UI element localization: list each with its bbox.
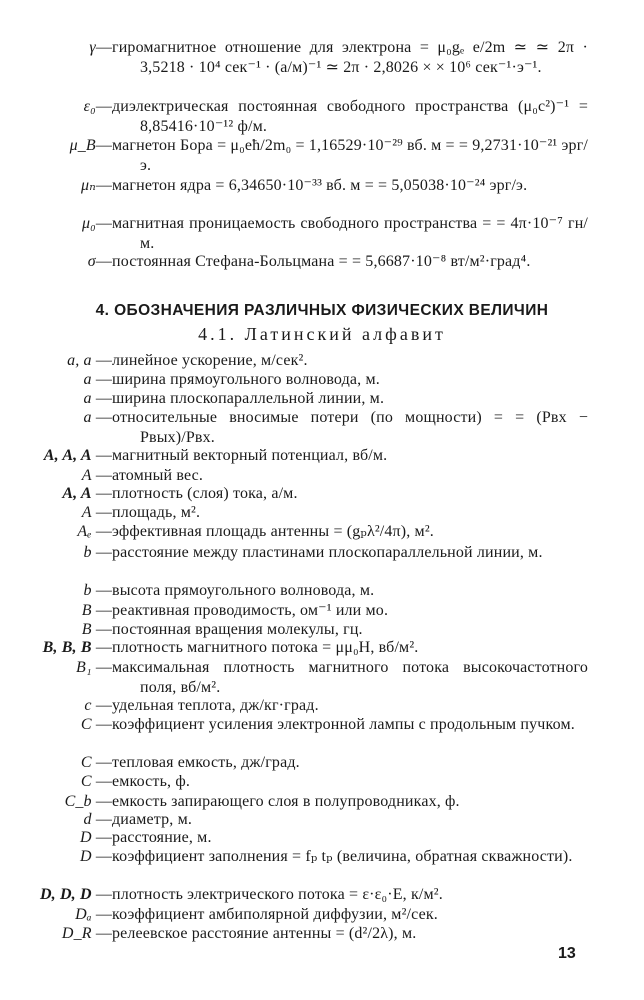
- entry-definition: реактивная проводимость, ом⁻¹ или мо.: [112, 602, 389, 619]
- entry-symbol: γ—: [89, 39, 112, 56]
- entry-definition: постоянная Стефана-Больцмана = = 5,6687·10⁻⁸ вт/м²·град⁴.: [112, 253, 531, 270]
- symbol-entry: [0, 924, 644, 984]
- entry-symbol: b —: [83, 544, 112, 561]
- entry-symbol: d —: [83, 811, 112, 828]
- entry-symbol: μ₀—: [81, 215, 112, 232]
- entry-gyromagnetic-ratio: [0, 38, 644, 98]
- entry-symbol: A, A —: [62, 485, 112, 502]
- entry-definition: атомный вес.: [112, 467, 204, 484]
- entry-symbol: C —: [80, 754, 112, 771]
- entry-definition: плотность электрического потока = ε·ε₀·E, к/м².: [112, 886, 443, 903]
- entry-definition: емкость, ф.: [112, 773, 190, 790]
- entry-symbol: μₙ—: [81, 177, 112, 194]
- entry-definition: магнитный векторный потенциал, вб/м.: [112, 447, 388, 464]
- entry-definition: коэффициент амбиполярной диффузии, м²/сек.: [112, 906, 438, 923]
- entry-symbol: C_b —: [64, 793, 112, 810]
- entry-definition: площадь, м².: [112, 504, 201, 521]
- entry-definition: ширина плоскопараллельной линии, м.: [112, 390, 385, 407]
- entry-definition: максимальная плотность магнитного потока высокочастотного поля, вб/м².: [112, 659, 588, 696]
- entry-definition: относительные вносимые потери (по мощности) = = (Pвх − Pвых)/Pвх.: [112, 409, 588, 446]
- entry-definition: диаметр, м.: [112, 811, 192, 828]
- entry-definition: расстояние между пластинами плоскопараллельной линии, м.: [112, 544, 543, 561]
- entry-symbol: a —: [83, 409, 112, 426]
- entry-symbol: C —: [80, 716, 112, 733]
- entry-definition: плотность магнитного потока = μμ₀H, вб/м².: [112, 639, 419, 656]
- entry-definition: магнетон ядра = 6,34650·10⁻³³ вб. м = = 5,05038·10⁻²⁴ эрг/э.: [112, 177, 528, 194]
- entry-symbol: A —: [81, 504, 112, 521]
- entry-symbol: μ_B—: [69, 137, 112, 154]
- entry-definition: расстояние, м.: [112, 829, 212, 846]
- entry-definition: постоянная вращения молекулы, гц.: [112, 621, 363, 638]
- entry-symbol: B, B, B —: [42, 639, 112, 656]
- entry-definition: высота прямоугольного волновода, м.: [112, 582, 375, 599]
- entry-definition: гиромагнитное отношение для электрона = μ₀gₑ e/2m ≃ ≃ 2π · 3,5218 · 10⁴ сек⁻¹ · (а/м)⁻¹ ≃ 2π · 2,8026 × × 10⁶ сек⁻¹·э⁻¹.: [112, 39, 588, 76]
- subsection-title: 4.1. Латинский алфавит: [198, 324, 446, 344]
- entry-symbol: а, a —: [67, 352, 112, 369]
- entry-symbol: c —: [84, 697, 112, 714]
- entry-symbol: A, A, A —: [43, 447, 112, 464]
- entry-definition: плотность (слоя) тока, а/м.: [112, 485, 298, 502]
- entry-symbol: ε₀—: [83, 98, 112, 115]
- entry-symbol: σ—: [87, 253, 112, 270]
- entry-definition: коэффициент усиления электронной лампы с продольным пучком.: [112, 716, 575, 733]
- entry-definition: магнетон Бора = μ₀eħ/2m₀ = 1,16529·10⁻²⁹ вб. м = = 9,2731·10⁻²¹ эрг/э.: [112, 137, 588, 174]
- entry-symbol: B₁ —: [76, 659, 112, 676]
- entry-definition: удельная теплота, дж/кг·град.: [112, 697, 319, 714]
- entry-symbol: D_R —: [61, 925, 112, 942]
- entry-definition: тепловая емкость, дж/град.: [112, 754, 300, 771]
- entry-symbol: b —: [83, 582, 112, 599]
- entry-symbol: D —: [79, 829, 112, 846]
- entry-definition: диэлектрическая постоянная свободного пространства (μ₀c²)⁻¹ = 8,85416·10⁻¹² ф/м.: [112, 98, 588, 135]
- entry-symbol: C —: [80, 773, 112, 790]
- entry-symbol: a —: [83, 371, 112, 388]
- entry-definition: емкость запирающего слоя в полупроводниках, ф.: [112, 793, 460, 810]
- entry-symbol: a —: [83, 390, 112, 407]
- entry-definition: эффективная площадь антенны = (gₚλ²/4π), м².: [112, 523, 434, 540]
- entry-definition: релеевское расстояние антенны = (d²/2λ), м.: [112, 925, 417, 942]
- entry-symbol: B —: [81, 602, 112, 619]
- entry-symbol: A —: [81, 467, 112, 484]
- section-title: 4. ОБОЗНАЧЕНИЯ РАЗЛИЧНЫХ ФИЗИЧЕСКИХ ВЕЛИЧИН: [95, 302, 549, 319]
- entry-definition: магнитная проницаемость свободного пространства = = 4π·10⁻⁷ гн/м.: [112, 215, 588, 252]
- entry-definition: линейное ускорение, м/сек².: [112, 352, 308, 369]
- entry-symbol: B —: [81, 621, 112, 638]
- entry-symbol: Aₑ —: [77, 523, 112, 540]
- entry-symbol: Dₐ —: [75, 906, 112, 923]
- entry-definition: ширина прямоугольного волновода, м.: [112, 371, 380, 388]
- entry-symbol: D —: [79, 848, 112, 865]
- page-number: 13: [558, 945, 576, 962]
- entry-definition: коэффициент заполнения = fₚ tₚ (величина, обратная скважности).: [112, 848, 573, 865]
- entry-symbol: D, D, D —: [39, 886, 112, 903]
